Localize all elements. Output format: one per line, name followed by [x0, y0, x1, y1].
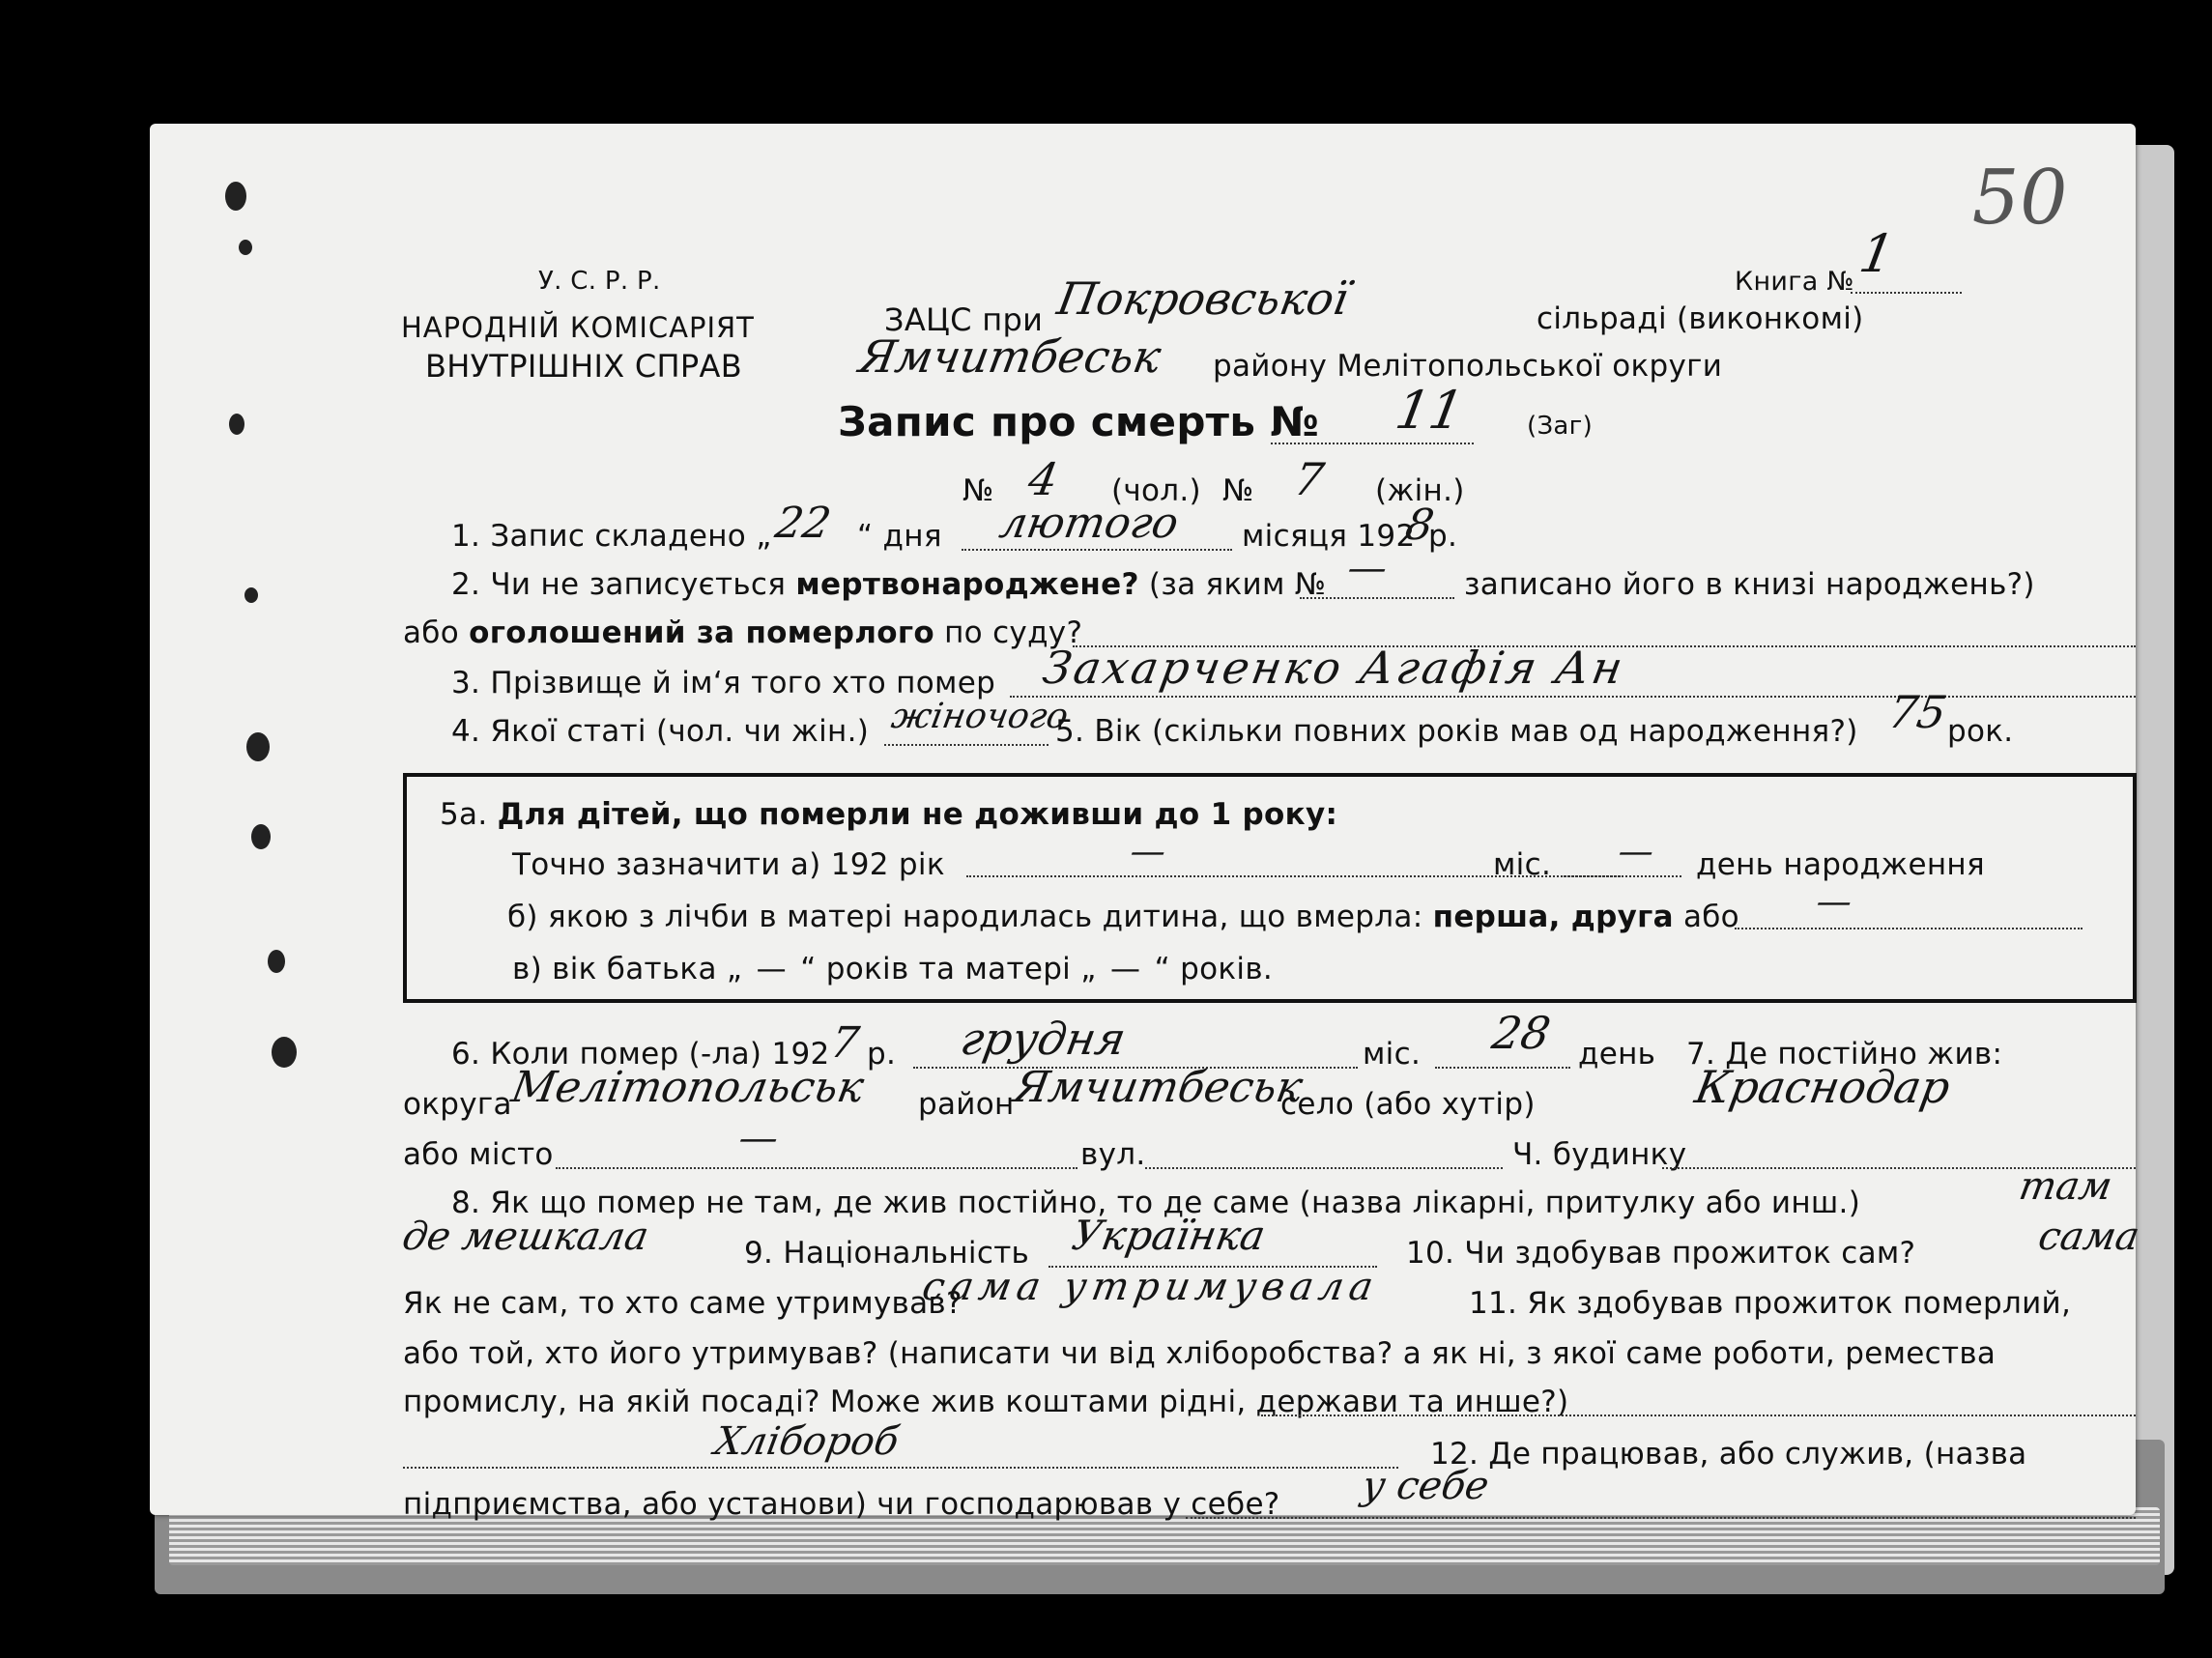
f7-label: 7. Де постійно жив: — [1686, 1037, 2003, 1072]
f6-month: грудня — [957, 1013, 1131, 1065]
box5a-order-value: — — [1813, 882, 1855, 922]
punch-hole — [251, 824, 271, 849]
f6-day-line — [1435, 1067, 1570, 1069]
box5a-line-b: б) якою з лічби в матері народилась дитина, що вмерла: перша, друга або — [507, 900, 1739, 934]
f1-year-label: місяця 192 — [1242, 519, 1416, 554]
zags-label: ЗАЦС при — [884, 301, 1044, 338]
f10-label: 10. Чи здобував прожиток сам? — [1406, 1236, 1916, 1271]
f11-line-2: або той, хто його утримував? (написати чи від хліборобства? а як ні, з якої саме роботи, ремества — [403, 1336, 1997, 1371]
f2-label-end: записано його в книзі народжень?) — [1464, 567, 2035, 602]
record-suffix: (Заг) — [1527, 412, 1594, 441]
f9-label: 9. Національність — [744, 1236, 1030, 1271]
vul-label: вул. — [1080, 1137, 1146, 1172]
box5a-line-a: Точно зазначити а) 192 рік — [512, 847, 945, 882]
f11-value-line — [403, 1467, 1398, 1469]
misto-label: або місто — [403, 1137, 554, 1172]
f2-line — [1300, 597, 1454, 599]
f4-line — [884, 744, 1049, 746]
punch-hole — [229, 414, 244, 435]
box5a-year-value: — — [1127, 832, 1169, 872]
f1-end: р. — [1428, 519, 1458, 554]
f12-label: 12. Де працював, або служив, (назва — [1430, 1437, 2027, 1472]
f8-value-b: де мешкала — [398, 1215, 652, 1259]
f1-month: лютого — [995, 499, 1183, 548]
f12-value: у себе — [1358, 1464, 1493, 1508]
record-number: 11 — [1391, 380, 1469, 441]
raion-label: район — [918, 1087, 1015, 1122]
punch-hole — [272, 1037, 297, 1068]
f11-value: Хлібороб — [710, 1419, 903, 1464]
box5a-line-c: в) вік батька „ — “ років та матері „ — “ років. — [512, 952, 1274, 986]
death-record-card — [150, 124, 2143, 1522]
commissariat-line-2: ВНУТРІШНІХ СПРАВ — [425, 348, 742, 385]
punch-hole — [246, 732, 270, 761]
f5-end: рок. — [1947, 714, 2014, 749]
f6-year: 7 — [826, 1018, 863, 1068]
f10b-label: Як не сам, то хто саме утримував? — [403, 1286, 962, 1321]
f1-day: 22 — [771, 499, 835, 548]
f11-line-3-dots — [1261, 1415, 2136, 1416]
book-label: Книга № — [1735, 267, 1854, 297]
box5a-month-line — [1561, 875, 1681, 877]
district-value: Ямчитбеськ — [855, 330, 1165, 383]
male-no-label: № — [962, 473, 994, 508]
raion-value: Ямчитбеськ — [1010, 1063, 1307, 1112]
f4-value: жіночого — [888, 697, 1072, 736]
f10b-value: сама утримувала — [918, 1265, 1383, 1309]
f6-den: день — [1578, 1037, 1656, 1072]
female-label: (жін.) — [1375, 473, 1465, 508]
okruha-value: Мелітопольськ — [507, 1063, 868, 1112]
vul-line — [1145, 1167, 1503, 1169]
f6-day: 28 — [1488, 1007, 1555, 1059]
okruha-label: округа — [403, 1087, 512, 1122]
f1-mid: “ дня — [857, 519, 942, 554]
f4-label: 4. Якої статі (чол. чи жін.) — [451, 714, 870, 749]
zags-value: Покровської — [1053, 272, 1353, 325]
female-number: 7 — [1290, 453, 1329, 505]
f8-label: 8. Як що помер не там, де жив постійно, то де саме (назва лікарні, притулку або инш.) — [451, 1186, 1861, 1220]
female-no-label: № — [1222, 473, 1254, 508]
commissariat-line-1: НАРОДНІЙ КОМІСАРІЯТ — [401, 311, 755, 344]
f5-label: 5. Вік (скільки повних років мав од народження?) — [1055, 714, 1858, 749]
punch-hole — [225, 182, 246, 211]
f6-label: 6. Коли помер (-ла) 192 — [451, 1037, 830, 1072]
f8-value-a: там — [2015, 1164, 2116, 1209]
budynok-label: Ч. будинку — [1512, 1137, 1687, 1172]
box5a-order-line — [1735, 928, 2083, 929]
f2-value: — — [1343, 546, 1392, 590]
f9-value: Українка — [1068, 1212, 1269, 1259]
box5a-title: 5а. Для дітей, що померли не доживши до 1 року: — [440, 797, 1338, 832]
record-title: Запис про смерть № — [838, 398, 1319, 445]
f1-month-line — [962, 549, 1232, 551]
f10-value: сама — [2034, 1215, 2143, 1259]
f1-year: 8 — [1401, 500, 1438, 550]
ussr-label: У. С. Р. Р. — [538, 267, 661, 296]
f6-r: р. — [867, 1037, 897, 1072]
record-number-line — [1271, 443, 1474, 444]
box5a-mis: міс. — [1493, 847, 1552, 882]
misto-line — [556, 1167, 1077, 1169]
page-number: 50 — [1964, 155, 2076, 242]
f5-value: 75 — [1884, 686, 1951, 738]
silrada-label: сільраді (виконкомі) — [1537, 301, 1864, 336]
punch-hole — [239, 240, 252, 255]
punch-hole — [268, 950, 285, 973]
f3-label: 3. Прізвище й ім‘я того хто помер — [451, 666, 996, 700]
selo-label: село (або хутір) — [1280, 1087, 1536, 1122]
f6-mis: міс. — [1363, 1037, 1422, 1072]
book-value: 1 — [1854, 223, 1900, 284]
f12-line-2: підприємства, або установи) чи господарював у себе? — [403, 1487, 1280, 1522]
f12-line — [1186, 1517, 2136, 1519]
f11-line-3: промислу, на якій посаді? Може жив коштами рідні, держави та инше?) — [403, 1385, 1569, 1419]
f2-label: 2. Чи не записується мертвонароджене? (за яким № — [451, 567, 1327, 602]
book-line — [1851, 292, 1962, 294]
selo-value: Краснодар — [1691, 1061, 1955, 1113]
district-label: району Мелітопольської округи — [1213, 349, 1723, 384]
punch-hole — [244, 587, 258, 603]
misto-value: — — [734, 1116, 783, 1160]
f11-label: 11. Як здобував прожиток померлий, — [1469, 1286, 2072, 1321]
f3-value: Захарченко Агафія Ан — [1039, 642, 1630, 694]
male-number: 4 — [1024, 453, 1063, 505]
box5a-day-label: день народження — [1696, 847, 1985, 882]
f1-label: 1. Запис складено „ — [451, 519, 772, 554]
box5a-month-value: — — [1615, 832, 1657, 872]
f2b-label: або оголошений за померлого по суду? — [403, 615, 1083, 650]
male-label: (чол.) — [1111, 473, 1201, 508]
f3-line — [1010, 696, 2136, 698]
